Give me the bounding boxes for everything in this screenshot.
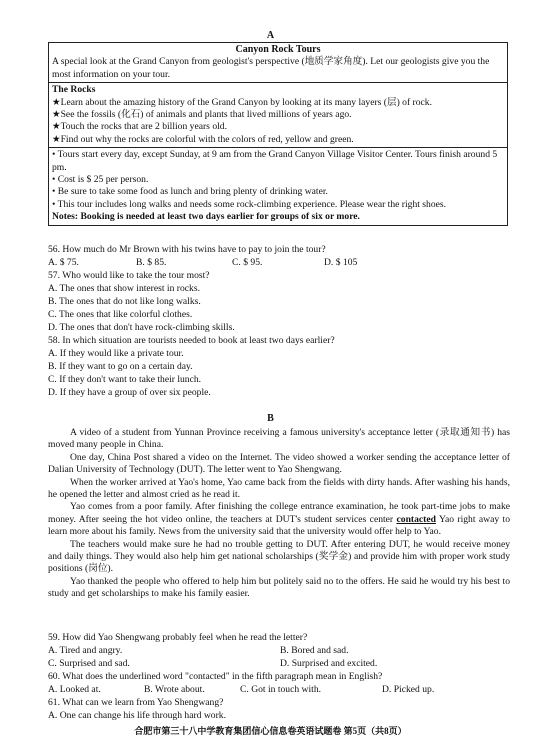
tour-ad-box — [48, 42, 508, 226]
paragraph-1: A video of a student from Yunnan Province receiving a famous university's acceptance letter (录取通知书) has moved many people in China. — [48, 427, 510, 451]
info-item: • Be sure to take some food as lunch and bring plenty of drinking water. — [52, 186, 328, 198]
underlined-word: contacted — [396, 513, 436, 525]
option-b[interactable]: B. Wrote about. — [144, 684, 205, 695]
paragraph-2: One day, China Post shared a video on the Internet. The video showed a worker sending the acceptance letter of Dalian University of Technology (DUT). The letter went to Yao Shengwang. — [48, 451, 510, 476]
option-d[interactable]: D. The ones that don't have rock-climbing skills. — [48, 322, 235, 333]
option-d[interactable]: D. Picked up. — [382, 684, 435, 695]
ad-notes: Notes: Booking is needed at least two days earlier for groups of six or more. — [52, 211, 360, 223]
option-a[interactable]: A. Tired and angry. — [48, 645, 123, 656]
info-item: • Cost is $ 25 per person. — [52, 174, 149, 186]
rock-item: ★Touch the rocks that are 2 billion years old. — [52, 121, 227, 133]
ad-rocks-cell — [49, 82, 507, 147]
ad-intro: A special look at the Grand Canyon from geologist's perspective (地质学家角度). Let our geologists give you the most information on your tour. — [52, 56, 490, 80]
question-56-options — [48, 257, 518, 269]
option-a[interactable]: A. If they would like a private tour. — [48, 348, 184, 359]
ad-header-cell — [49, 43, 507, 82]
info-item: • Tours start every day, except Sunday, at 9 am from the Grand Canyon Village Visitor Center. Tours finish around 5 pm. — [52, 149, 498, 173]
section-b-heading: B — [267, 413, 274, 424]
paragraph-5: The teachers would make sure he had no trouble getting to DUT. After entering DUT, he would receive money and daily things. They would also help him get national scholarships (奖学金) and provide him with proper work study positions (岗位). — [48, 538, 510, 575]
option-c[interactable]: C. If they don't want to take their lunch. — [48, 374, 202, 385]
info-item: • This tour includes long walks and needs some rock-climbing experience. Please wear the right shoes. — [52, 198, 447, 210]
rock-item: ★Learn about the amazing history of the Grand Canyon by looking at its many layers (层) of rock. — [52, 96, 432, 108]
passage-b — [48, 427, 510, 601]
question-59-options — [48, 645, 518, 671]
question-60-stem: 60. What does the underlined word "contacted" in the fifth paragraph mean in English? — [48, 671, 383, 682]
rocks-heading: The Rocks — [52, 84, 96, 96]
option-b[interactable]: B. The ones that do not like long walks. — [48, 296, 201, 307]
question-57-stem: 57. Who would like to take the tour most? — [48, 270, 210, 281]
option-d[interactable]: D. If they have a group of over six people. — [48, 387, 211, 398]
paragraph-4 — [48, 501, 510, 538]
question-59-stem: 59. How did Yao Shengwang probably feel when he read the letter? — [48, 632, 308, 643]
option-a[interactable]: A. $ 75. — [48, 257, 79, 268]
option-d[interactable]: D. $ 105 — [324, 257, 358, 268]
question-56-stem: 56. How much do Mr Brown with his twins have to pay to join the tour? — [48, 244, 326, 255]
option-c[interactable]: C. Surprised and sad. — [48, 658, 130, 669]
rock-item: ★See the fossils (化石) of animals and plants that lived millions of years ago. — [52, 109, 352, 121]
ad-title: Canyon Rock Tours — [235, 44, 321, 55]
option-a[interactable]: A. The ones that show interest in rocks. — [48, 283, 200, 294]
option-c[interactable]: C. $ 95. — [232, 257, 263, 268]
rock-item: ★Find out why the rocks are colorful with the colors of red, yellow and green. — [52, 133, 354, 145]
option-a[interactable]: A. Looked at. — [48, 684, 101, 695]
option-b[interactable]: B. $ 85. — [136, 257, 167, 268]
option-b[interactable]: B. Bored and sad. — [280, 645, 349, 656]
paragraph-4-start: Yao comes from a poor family. After finishing the college entrance examination, he took part-time jobs to make money. After seeing the hot video online, the teachers at DUT's student services center — [48, 501, 510, 525]
option-a[interactable]: A. One can change his life through hard work. — [48, 710, 226, 721]
question-58-stem: 58. In which situation are tourists needed to book at least two days earlier? — [48, 335, 335, 346]
option-c[interactable]: C. Got in touch with. — [240, 684, 322, 695]
question-61-stem: 61. What can we learn from Yao Shengwang? — [48, 697, 224, 708]
paragraph-3: When the worker arrived at Yao's home, Yao came back from the fields with dirty hands. After washing his hands, he opened the letter and almost cried as he read it. — [48, 476, 510, 501]
ad-info-cell — [49, 147, 507, 224]
paragraph-4-end: Yao right away to learn more about his family. News from the university said that the university would offer help to Yao. — [48, 513, 510, 538]
question-60-options — [48, 684, 518, 696]
option-d[interactable]: D. Surprised and excited. — [280, 658, 378, 669]
section-a-heading: A — [266, 30, 275, 41]
option-c[interactable]: C. The ones that like colorful clothes. — [48, 309, 193, 320]
paragraph-6: Yao thanked the people who offered to help him but politely said no to the offers. He said he would try his best to study and get scholarships to make his family easier. — [48, 575, 510, 600]
page-footer: 合肥市第三十八中学教育集团信心信息卷英语试题卷 第5页（共8页） — [134, 726, 407, 736]
option-b[interactable]: B. If they want to go on a certain day. — [48, 361, 193, 372]
